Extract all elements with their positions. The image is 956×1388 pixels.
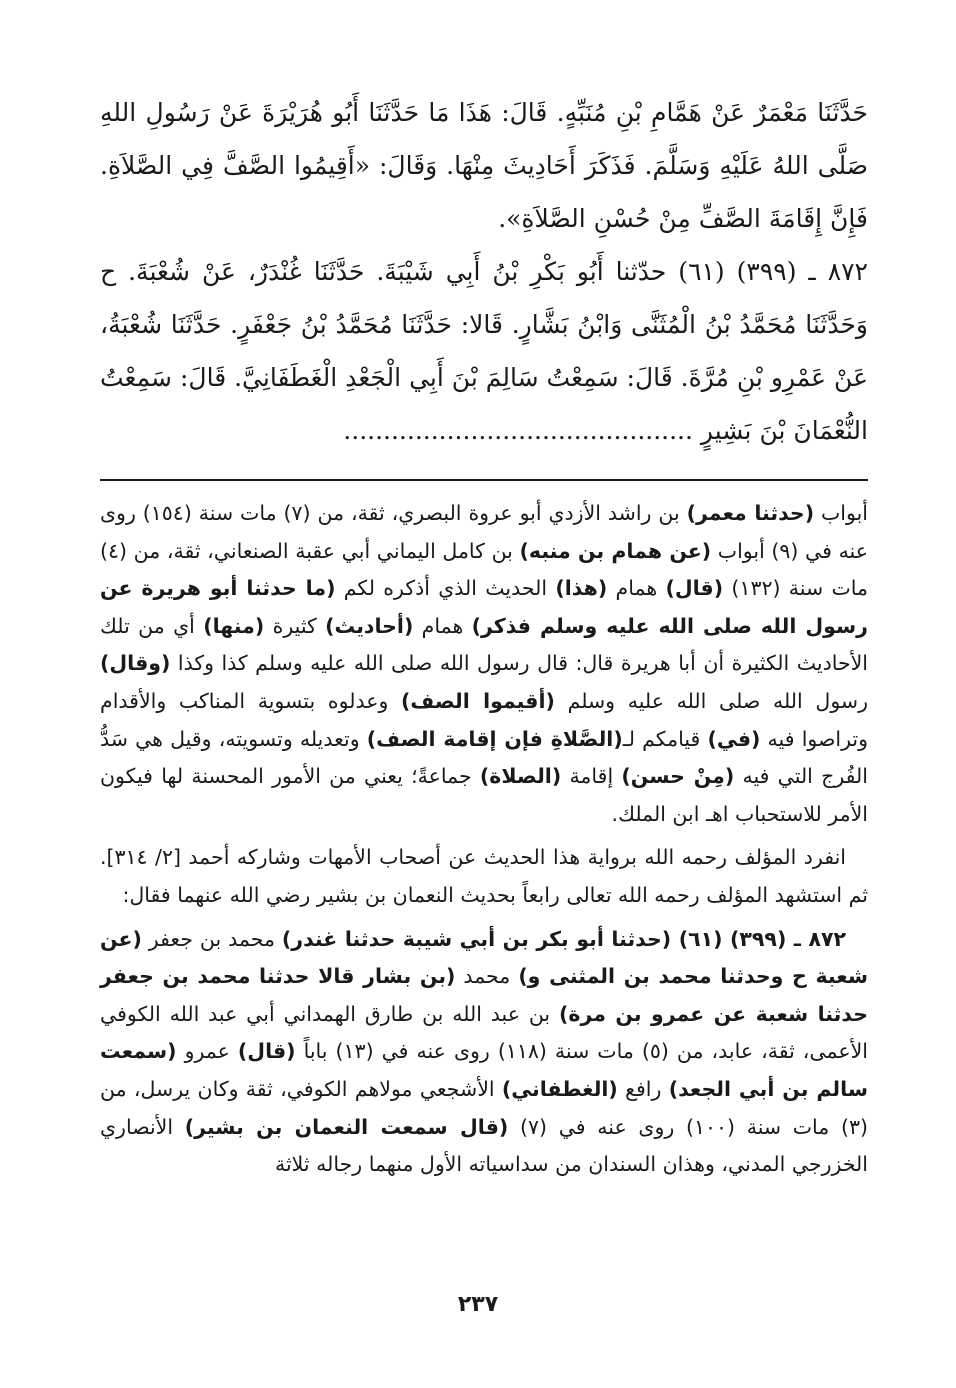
commentary-1-bold-phrase: (ما حدثنا أبو هريرة عن رسول الله صلى الله عليه وسلم فذكر): [100, 576, 868, 638]
commentary-3-text: الأنصاري الخزرجي المدني، وهذان السندان من سداسياته الأول منهما رجاله ثلاثة: [100, 1114, 868, 1177]
commentary-1-bold-phrase: (وقال): [100, 651, 171, 676]
commentary-1-bold-phrase: (هذا): [555, 576, 608, 601]
page: [100, 86, 868, 1356]
commentary-paragraph-2: انفرد المؤلف رحمه الله برواية هذا الحديث عن أصحاب الأمهات وشاركه أحمد [٢/ ٣١٤]. ثم استشهد المؤلف رحمه الله تعالى رابعاً بحديث النعمان بن بشير رضي الله عنهما فقال:: [100, 845, 868, 907]
commentary-1-text: أي من تلك الأحاديث الكثيرة أن أبا هريرة قال: قال رسول الله صلى الله عليه وسلم كذا وكذا: [100, 613, 868, 676]
commentary-1-text: همام: [607, 576, 666, 601]
commentary-1-text: همام: [413, 613, 472, 638]
commentary-1-text: بن راشد الأزدي أبو عروة البصري، ثقة، من (٧) مات سنة (١٥٤) روى عنه في (٩) أبواب: [100, 501, 868, 563]
hadith-text: [100, 86, 868, 457]
commentary-3-text: رافع: [617, 1076, 669, 1101]
commentary: [100, 495, 868, 1184]
commentary-paragraph-3: [100, 921, 868, 1184]
hadith-paragraph-2: [100, 245, 868, 457]
commentary-1-bold-phrase: (منها): [203, 613, 265, 638]
commentary-3-bold-phrase: (قال): [237, 1039, 296, 1064]
commentary-3-bold-phrase: (الغطفاني): [501, 1076, 618, 1101]
commentary-1-bold-phrase: (أحاديث): [325, 613, 414, 638]
commentary-3-text: الأشجعي مولاهم الكوفي، ثقة وكان يرسل، من (٣) مات سنة (١٠٠) روى عنه في (٧): [100, 1076, 868, 1139]
commentary-1-text: رسول الله صلى الله عليه وسلم: [554, 688, 868, 713]
commentary-1-bold-phrase: (في): [707, 726, 761, 751]
continuation-dots: ............................................: [343, 416, 693, 445]
commentary-3-text: بن عبد الله بن طارق الهمداني أبي عبد الله الكوفي الأعمى، ثقة، عابد، من (٥) مات سنة (١١٨) روى عنه في (١٣) باباً: [100, 1001, 868, 1064]
commentary-1-bold-phrase: (حدثنا معمر): [686, 501, 815, 525]
commentary-1-text: قيامكم لـ: [622, 726, 708, 751]
commentary-3-bold-phrase: (بن بشار قالا حدثنا محمد بن جعفر حدثنا شعبة عن عمرو بن مرة): [100, 964, 868, 1026]
page-number: ٢٣٧: [457, 1292, 499, 1317]
commentary-1-bold-phrase: (مِنْ حسن): [621, 764, 735, 789]
hadith-paragraph-1: حَدَّثَنَا مَعْمَرٌ عَنْ هَمَّامِ بْنِ مُنَبِّهٍ. قَالَ: هَذَا مَا حَدَّثَنَا أَبُو هُرَيْرَةَ عَنْ رَسُولِ اللهِ صَلَّى اللهُ عَلَيْهِ وَسَلَّمَ. فَذَكَرَ أَحَادِيثَ مِنْهَا. وَقَالَ: «أَقِيمُوا الصَّفَّ فِي الصَّلاَةِ. فَإِنَّ إِقَامَةَ الصَّفِّ مِنْ حُسْنِ الصَّلاَةِ».: [100, 98, 868, 233]
commentary-1-bold-phrase: (قال): [665, 576, 724, 601]
commentary-1-text: وتعديله وتسويته، وقيل هي سَدُّ الفُرج التي فيه: [100, 726, 868, 789]
commentary-1-text: وعدلوه بتسوية المناكب والأقدام وتراصوا فيه: [100, 688, 868, 751]
commentary-1-text: الحديث الذي أذكره لكم: [335, 576, 556, 601]
commentary-3-text: محمد بن جعفر: [141, 926, 282, 951]
commentary-3-bold-phrase: (سمعت سالم بن أبي الجعد): [100, 1039, 868, 1101]
commentary-1-text: إقامة: [561, 764, 622, 789]
commentary-3-bold-phrase: (عن شعبة ح وحدثنا محمد بن المثنى و): [100, 926, 868, 989]
commentary-3-bold-phrase: (قال سمعت النعمان بن بشير): [184, 1114, 509, 1139]
commentary-3-text: محمد: [455, 964, 519, 989]
commentary-1-bold-phrase: (الصَّلاةِ فإن إقامة الصف): [366, 726, 623, 751]
commentary-1-bold-phrase: (أقيموا الصف): [401, 688, 555, 713]
commentary-1-bold-phrase: (عن همام بن منبه): [519, 538, 712, 563]
footnote-divider: [100, 479, 868, 481]
commentary-3-bold-phrase: ٨٧٢ ـ (٣٩٩) (٦١) (حدثنا أبو بكر بن أبي شيبة حدثنا غندر): [281, 926, 846, 951]
commentary-paragraph-1: [100, 495, 868, 833]
commentary-1-text: كثيرة: [264, 613, 326, 638]
commentary-3-text: عمرو: [176, 1039, 238, 1064]
commentary-1-bold-phrase: (الصلاة): [479, 764, 562, 789]
commentary-1-text: جماعةً؛ يعني من الأمور المحسنة لها فيكون الأمر للاستحباب اهـ ابن الملك.: [100, 764, 868, 826]
hadith-paragraph-2-text: ٨٧٢ ـ (٣٩٩) (٦١) حدّثنا أَبُو بَكْرِ بْنُ أَبِي شَيْبَةَ. حَدَّثَنَا غُنْدَرٌ، عَنْ شُعْبَةَ. ح وَحَدَّثَنَا مُحَمَّدُ بْنُ الْمُثَنَّى وَابْنُ بَشَّارٍ. قَالا: حَدَّثَنَا مُحَمَّدُ بْنُ جَعْفَرٍ. حَدَّثَنَا شُعْبَةُ، عَنْ عَمْرِو بْنِ مُرَّةَ. قَالَ: سَمِعْتُ سَالِمَ بْنَ أَبِي الْجَعْدِ الْغَطَفَانِيَّ. قَالَ: سَمِعْتُ النُّعْمَانَ بْنَ بَشِيرٍ: [100, 257, 868, 445]
commentary-1-text: بن كامل اليماني أبي عقبة الصنعاني، ثقة، من (٤) مات سنة (١٣٢): [100, 538, 868, 601]
commentary-1-text: أبواب: [814, 501, 868, 525]
